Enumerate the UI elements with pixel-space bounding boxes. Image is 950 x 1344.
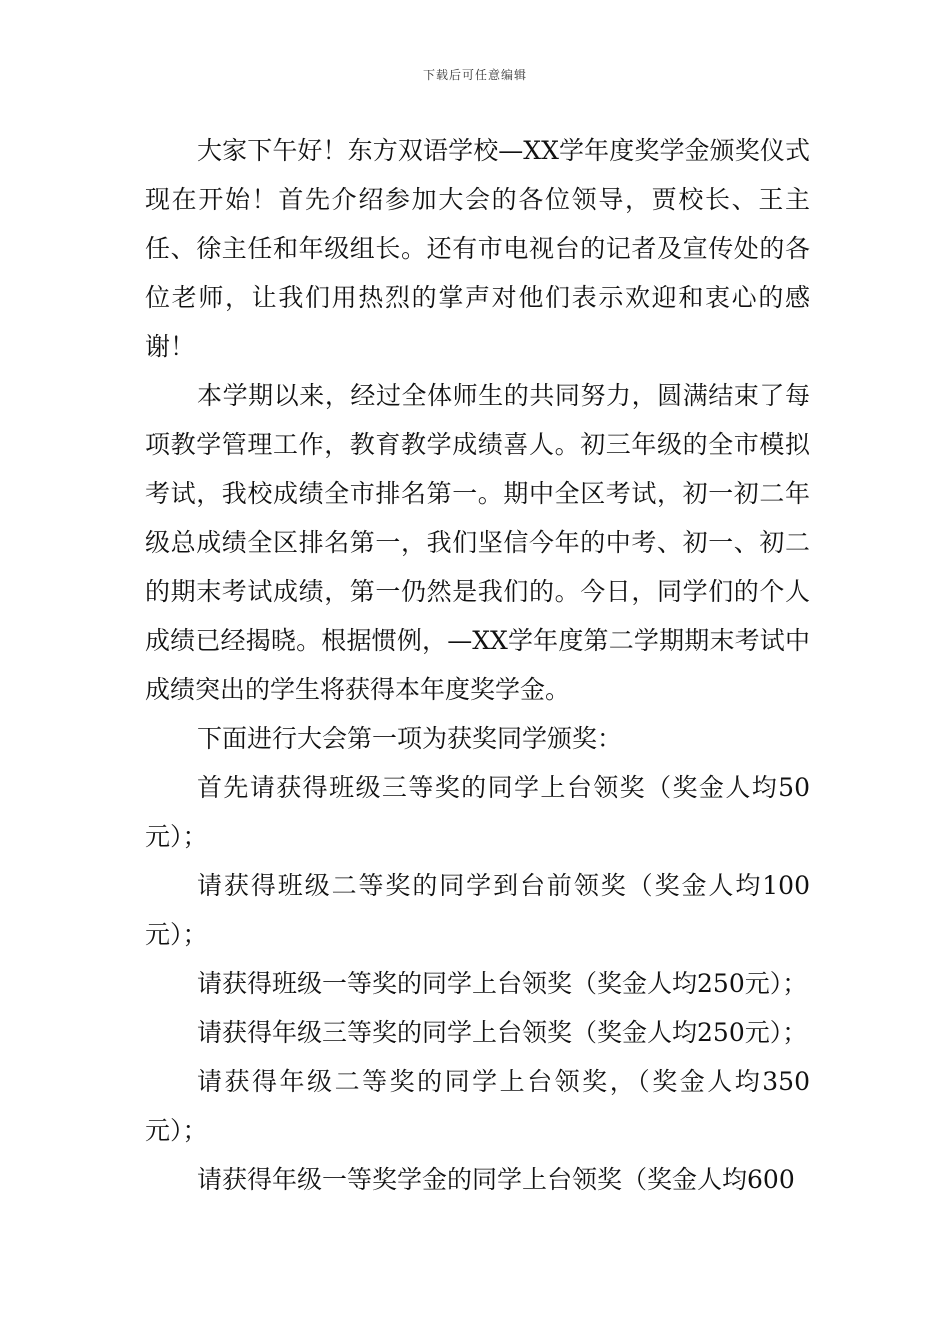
header-note: 下载后可任意编辑 <box>422 68 527 82</box>
paragraph-opening: 大家下午好！东方双语学校—XX学年度奖学金颁奖仪式现在开始！首先介绍参加大会的各位领导，贾校长、王主任、徐主任和年级组长。还有市电视台的记者及宣传处的各位老师，让我们用热烈的掌声对他们表示欢迎和衷心的感谢！ <box>145 136 810 361</box>
paragraph-class-third-prize: 首先请获得班级三等奖的同学上台领奖（奖金人均50元）； <box>145 773 810 851</box>
paragraph-achievements: 本学期以来，经过全体师生的共同努力，圆满结束了每项教学管理工作，教育教学成绩喜人。初三年级的全市模拟考试，我校成绩全市排名第一。期中全区考试，初一初二年级总成绩全区排名第一，我们坚信今年的中考、初一、初二的期末考试成绩，第一仍然是我们的。今日，同学们的个人成绩已经揭晓。根据惯例，—XX学年度第二学期期末考试中成绩突出的学生将获得本年度奖学金。 <box>145 381 810 704</box>
paragraph-grade-first-prize: 请获得年级一等奖学金的同学上台领奖（奖金人均600 <box>197 1165 795 1194</box>
paragraph-grade-third-prize: 请获得年级三等奖的同学上台领奖（奖金人均250元）； <box>197 1018 808 1047</box>
document-body <box>145 126 810 1204</box>
paragraph-class-second-prize: 请获得班级二等奖的同学到台前领奖（奖金人均100元）； <box>145 871 810 949</box>
paragraph-grade-second-prize: 请获得年级二等奖的同学上台领奖，（奖金人均350元）； <box>145 1067 810 1145</box>
paragraph-class-first-prize: 请获得班级一等奖的同学上台领奖（奖金人均250元）； <box>197 969 808 998</box>
paragraph-agenda: 下面进行大会第一项为获奖同学颁奖： <box>197 724 623 753</box>
